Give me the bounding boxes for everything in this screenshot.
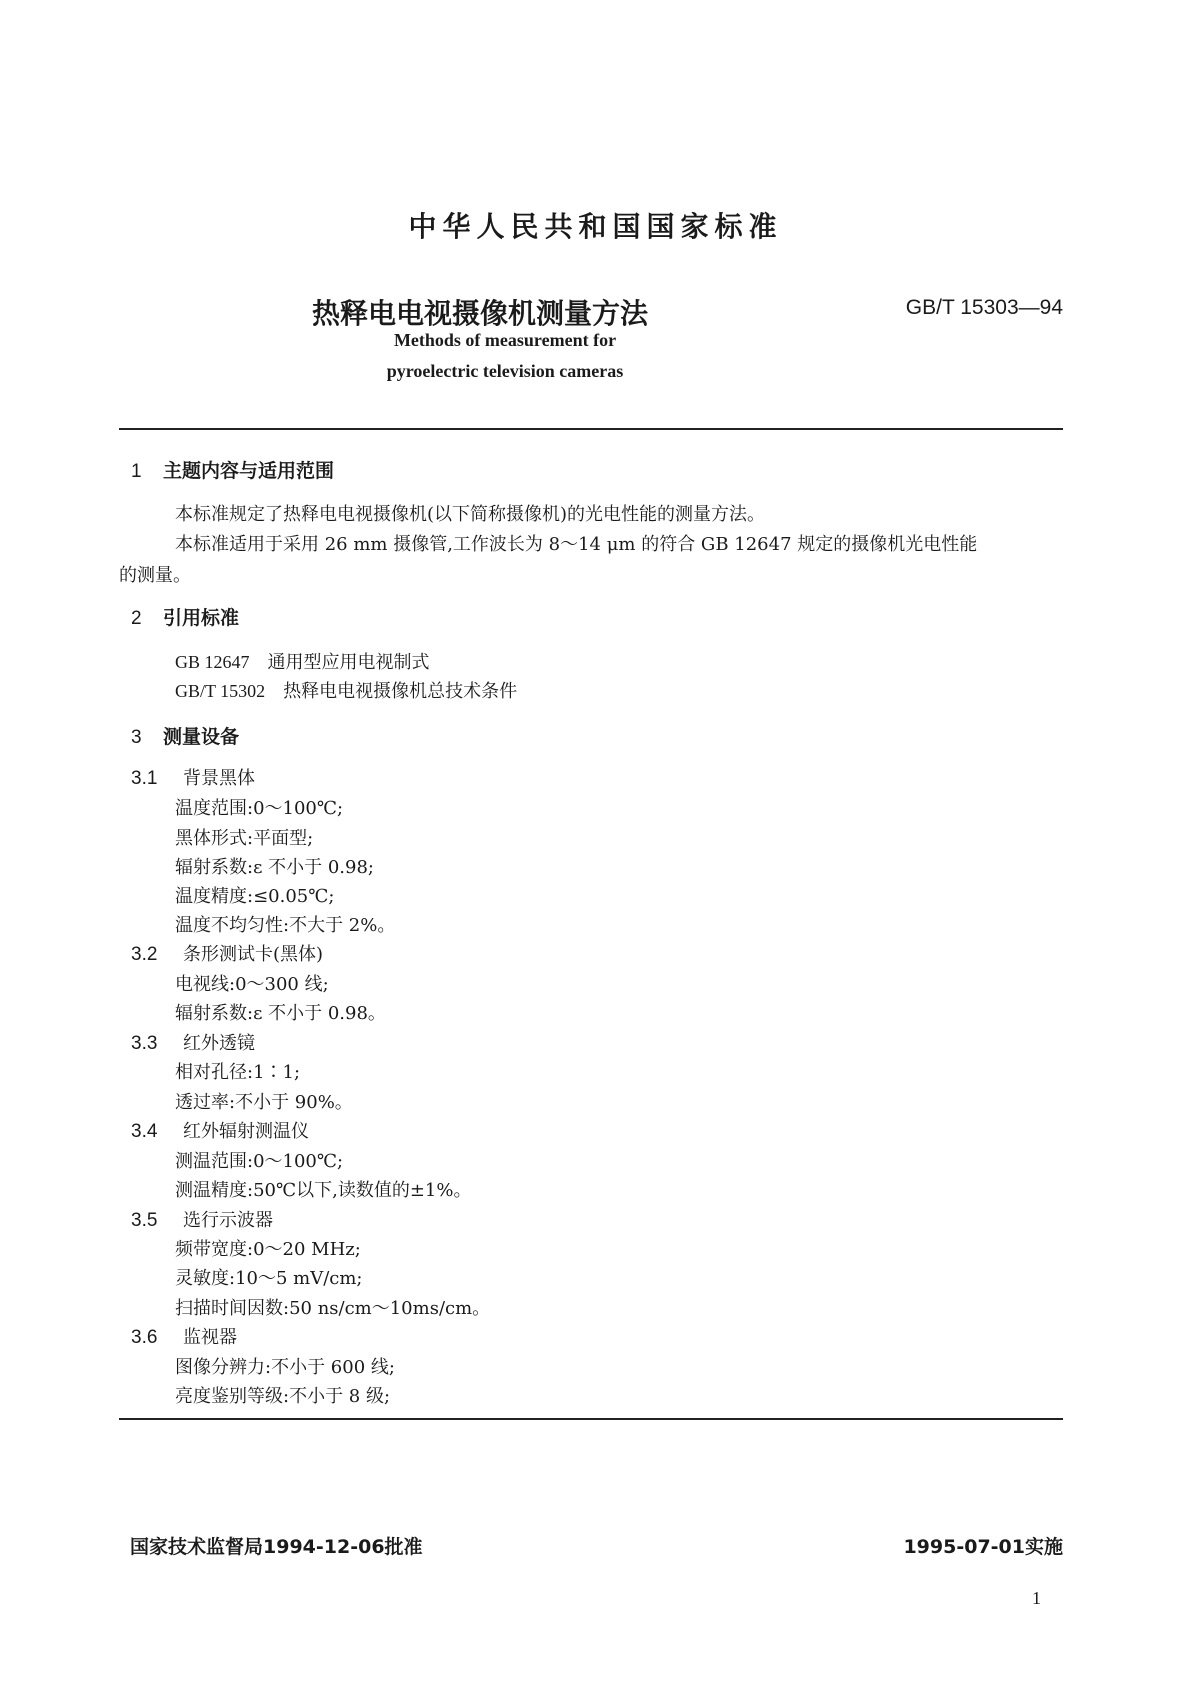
subsection-number: 3.1 — [131, 768, 158, 789]
document-title: 热释电电视摄像机测量方法 — [312, 297, 649, 330]
subsection-title: 背景黑体 — [183, 768, 255, 789]
english-title-line1: Methods of measurement for — [393, 330, 617, 350]
subsection-number: 3.6 — [131, 1327, 158, 1348]
subsection-3-4-heading — [131, 1117, 309, 1143]
section-1-heading — [131, 456, 334, 483]
section-1-paragraph-2-cont: 的测量。 — [119, 565, 191, 586]
spec-item: 温度不均匀性:不大于 2%。 — [175, 915, 396, 936]
footer-divider — [119, 1418, 1063, 1420]
subsection-title: 红外透镜 — [183, 1033, 255, 1054]
subsection-title: 选行示波器 — [183, 1210, 273, 1231]
page-number: 1 — [1032, 1588, 1041, 1608]
reference-code: GB/T 15302 — [175, 681, 266, 701]
subsection-3-1-heading — [131, 764, 255, 790]
spec-item: 黑体形式:平面型; — [175, 828, 314, 849]
reference-name: 热释电电视摄像机总技术条件 — [283, 681, 518, 702]
subsection-number: 3.3 — [131, 1033, 158, 1054]
spec-item: 频带宽度:0～20 MHz; — [175, 1239, 361, 1260]
section-number: 1 — [131, 461, 142, 482]
section-1-paragraph-1: 本标准规定了热释电电视摄像机(以下简称摄像机)的光电性能的测量方法。 — [175, 504, 766, 525]
subsection-number: 3.5 — [131, 1210, 158, 1231]
section-2-heading — [131, 603, 239, 630]
header-divider — [119, 428, 1063, 430]
section-1-paragraph-2: 本标准适用于采用 26 mm 摄像管,工作波长为 8～14 μm 的符合 GB 12647 规定的摄像机光电性能 — [175, 534, 978, 555]
implementation-date: 1995-07-01实施 — [903, 1536, 1063, 1558]
subsection-title: 红外辐射测温仪 — [183, 1121, 309, 1142]
section-3-heading — [131, 722, 239, 749]
spec-item: 灵敏度:10～5 mV/cm; — [175, 1268, 363, 1289]
section-title: 引用标准 — [163, 607, 240, 629]
reference-item — [175, 648, 430, 674]
spec-item: 图像分辨力:不小于 600 线; — [175, 1357, 395, 1378]
section-number: 2 — [131, 608, 142, 629]
spec-item: 测温范围:0～100℃; — [175, 1151, 344, 1172]
spec-item: 辐射系数:ε 不小于 0.98; — [175, 857, 374, 878]
reference-code: GB 12647 — [175, 652, 250, 672]
reference-name: 通用型应用电视制式 — [267, 652, 430, 673]
subsection-title: 条形测试卡(黑体) — [183, 944, 324, 965]
spec-item: 扫描时间因数:50 ns/cm～10ms/cm。 — [175, 1298, 491, 1319]
subsection-title: 监视器 — [183, 1327, 237, 1348]
spec-item: 透过率:不小于 90%。 — [175, 1092, 353, 1113]
english-title-line2: pyroelectric television cameras — [386, 361, 624, 381]
subsection-3-6-heading — [131, 1323, 237, 1349]
subsection-3-2-heading — [131, 940, 323, 966]
spec-item: 温度精度:≤0.05℃; — [175, 886, 335, 907]
subsection-3-5-heading — [131, 1206, 273, 1232]
section-title: 主题内容与适用范围 — [163, 460, 335, 482]
subsection-number: 3.4 — [131, 1121, 158, 1142]
standard-code: GB/T 15303—94 — [905, 296, 1063, 319]
spec-item: 亮度鉴别等级:不小于 8 级; — [175, 1386, 391, 1407]
spec-item: 温度范围:0～100℃; — [175, 798, 344, 819]
section-title: 测量设备 — [163, 726, 240, 748]
national-standard-heading: 中华人民共和国国家标准 — [408, 210, 783, 243]
spec-item: 测温精度:50℃以下,读数值的±1%。 — [175, 1180, 472, 1201]
spec-item: 相对孔径:1∶1; — [175, 1062, 301, 1083]
spec-item: 电视线:0～300 线; — [175, 974, 329, 995]
spec-item: 辐射系数:ε 不小于 0.98。 — [175, 1003, 386, 1024]
reference-item — [175, 677, 517, 703]
subsection-number: 3.2 — [131, 944, 158, 965]
subsection-3-3-heading — [131, 1029, 255, 1055]
section-number: 3 — [131, 727, 142, 748]
approval-line: 国家技术监督局1994-12-06批准 — [130, 1536, 423, 1558]
